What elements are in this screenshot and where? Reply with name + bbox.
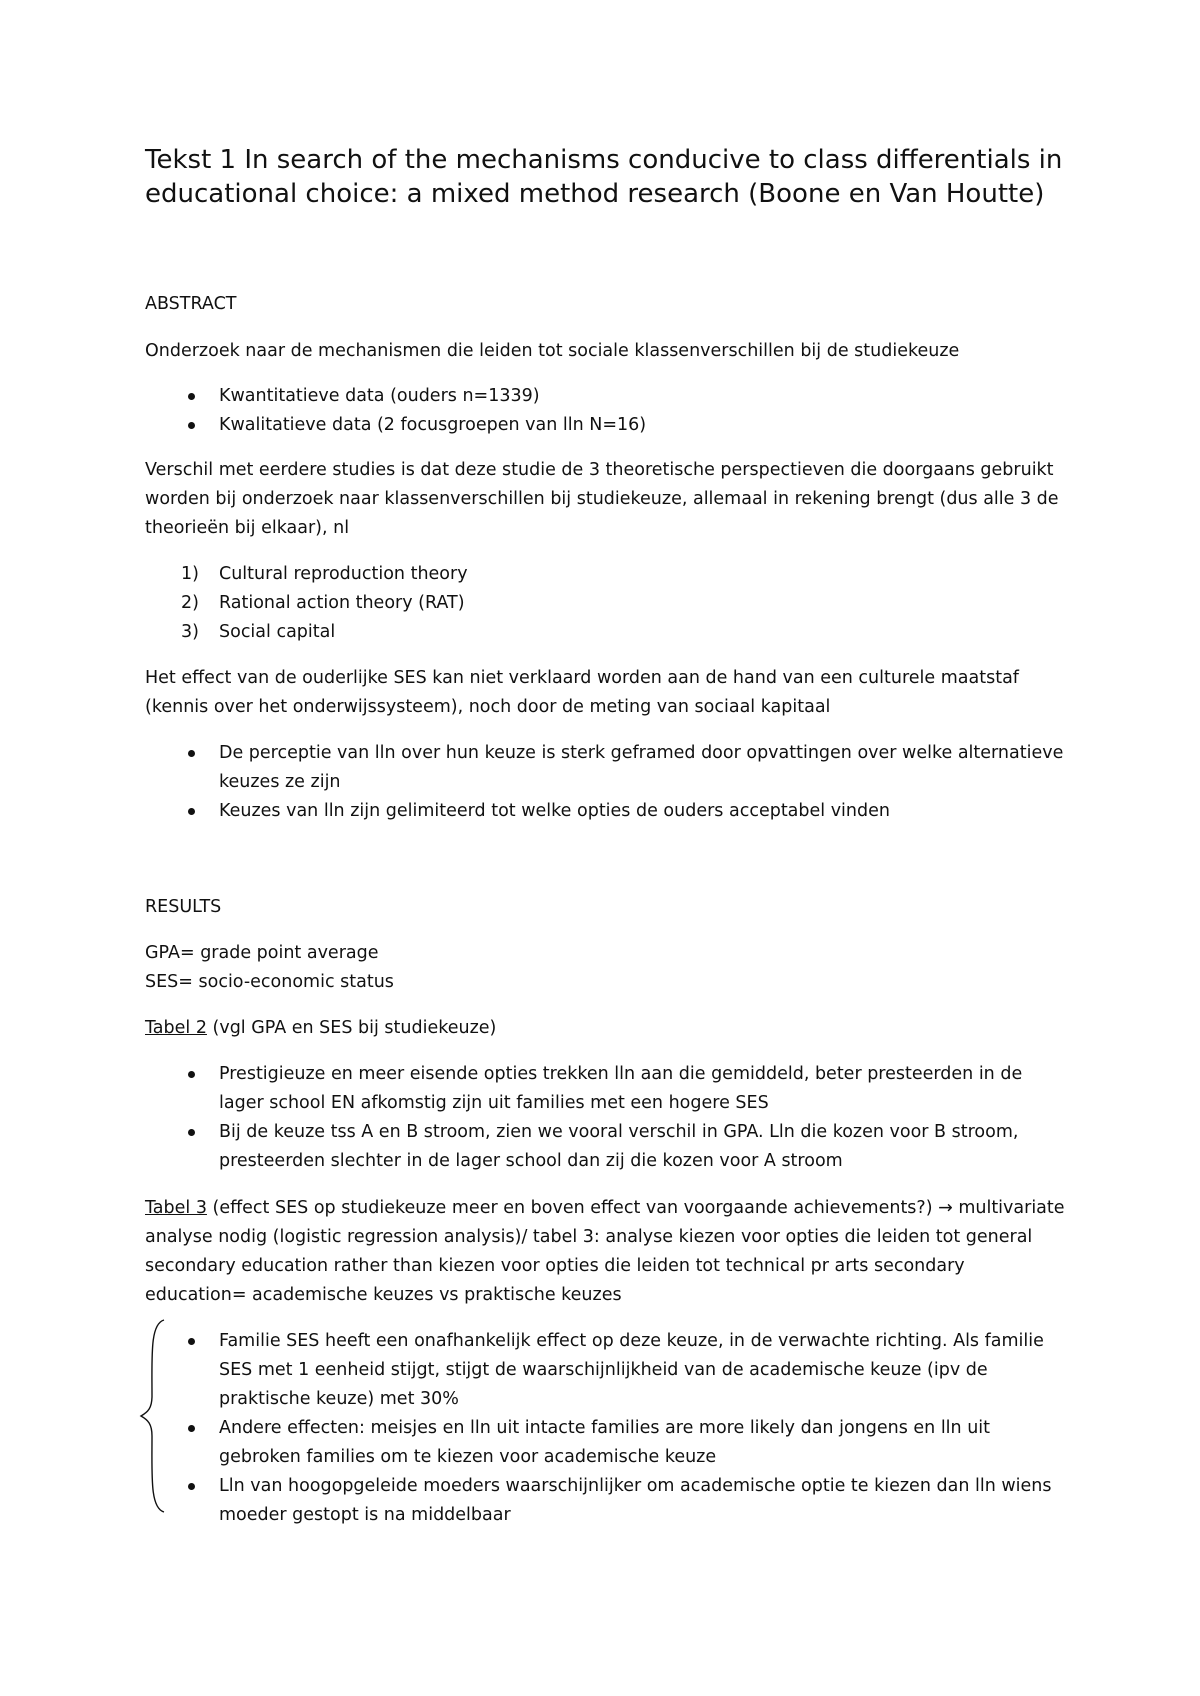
abstract-heading: ABSTRACT bbox=[145, 294, 237, 314]
page-title: Tekst 1 In search of the mechanisms conducive to class differentials in educational choice: a mixed method research (Boone en Van Houtte) bbox=[145, 145, 1063, 209]
list-item: Andere effecten: meisjes en lln uit intacte families are more likely dan jongens en lln uit gebroken families om te kiezen voor academische keuze bbox=[145, 1414, 1065, 1472]
ses-definition: SES= socio-economic status bbox=[145, 972, 394, 992]
tabel2-list bbox=[145, 1060, 1065, 1176]
ses-effect: Het effect van de ouderlijke SES kan niet verklaard worden aan de hand van een culturele maatstaf (kennis over het onderwijssysteem), noch door de meting van sociaal kapitaal bbox=[145, 668, 1019, 717]
theory-list bbox=[145, 560, 1065, 647]
list-item: Familie SES heeft een onafhankelijk effect op deze keuze, in de verwachte richting. Als familie SES met 1 eenheid stijgt, stijgt de waarschijnlijkheid van de academische keuze (ipv de praktische keuze) met 30% bbox=[145, 1327, 1065, 1414]
list-item bbox=[145, 589, 1065, 618]
list-number: 2) bbox=[181, 593, 199, 613]
list-item: Lln van hoogopgeleide moeders waarschijnlijker om academische optie te kiezen dan lln wiens moeder gestopt is na middelbaar bbox=[145, 1472, 1065, 1530]
tabel2-label: Tabel 2 bbox=[145, 1018, 207, 1038]
list-item: Prestigieuze en meer eisende opties trekken lln aan die gemiddeld, beter presteerden in de lager school EN afkomstig zijn uit families met een hogere SES bbox=[145, 1060, 1065, 1118]
theory-text: Social capital bbox=[219, 622, 336, 642]
list-item: Kwalitatieve data (2 focusgroepen van lln N=16) bbox=[145, 411, 1065, 440]
results-heading: RESULTS bbox=[145, 897, 222, 917]
list-number: 1) bbox=[181, 564, 199, 584]
abstract-intro: Onderzoek naar de mechanismen die leiden tot sociale klassenverschillen bij de studiekeuze bbox=[145, 341, 960, 361]
tabel3-label: Tabel 3 bbox=[145, 1198, 207, 1218]
tabel2-desc: (vgl GPA en SES bij studiekeuze) bbox=[206, 1018, 497, 1038]
tabel3-paragraph bbox=[145, 1194, 1065, 1310]
tabel3-list bbox=[145, 1327, 1065, 1530]
perception-list bbox=[145, 739, 1065, 826]
tabel2-line bbox=[145, 1014, 1065, 1043]
list-item: Bij de keuze tss A en B stroom, zien we vooral verschil in GPA. Lln die kozen voor B stroom, presteerden slechter in de lager school dan zij die kozen voor A stroom bbox=[145, 1118, 1065, 1176]
gpa-definition: GPA= grade point average bbox=[145, 943, 379, 963]
abstract-difference: Verschil met eerdere studies is dat deze studie de 3 theoretische perspectieven die doorgaans gebruikt worden bij onderzoek naar klassenverschillen bij studiekeuze, allemaal in rekening brengt (dus alle 3 de theorieën bij elkaar), nl bbox=[145, 460, 1059, 538]
list-number: 3) bbox=[181, 622, 199, 642]
list-item: De perceptie van lln over hun keuze is sterk geframed door opvattingen over welke alternatieve keuzes ze zijn bbox=[145, 739, 1065, 797]
theory-text: Rational action theory (RAT) bbox=[219, 593, 465, 613]
list-item bbox=[145, 560, 1065, 589]
list-item: Keuzes van lln zijn gelimiteerd tot welke opties de ouders acceptabel vinden bbox=[145, 797, 1065, 826]
tabel3-desc: (effect SES op studiekeuze meer en boven effect van voorgaande achievements?) → multivariate analyse nodig (logistic regression analysis)/ tabel 3: analyse kiezen voor opties die leiden tot general secondary education rather than kiezen voor opties die leiden tot technical pr arts secondary education= academische keuzes vs praktische keuzes bbox=[145, 1198, 1065, 1305]
list-item: Kwantitatieve data (ouders n=1339) bbox=[145, 382, 1065, 411]
theory-text: Cultural reproduction theory bbox=[219, 564, 468, 584]
data-list bbox=[145, 382, 1065, 440]
list-item bbox=[145, 618, 1065, 647]
